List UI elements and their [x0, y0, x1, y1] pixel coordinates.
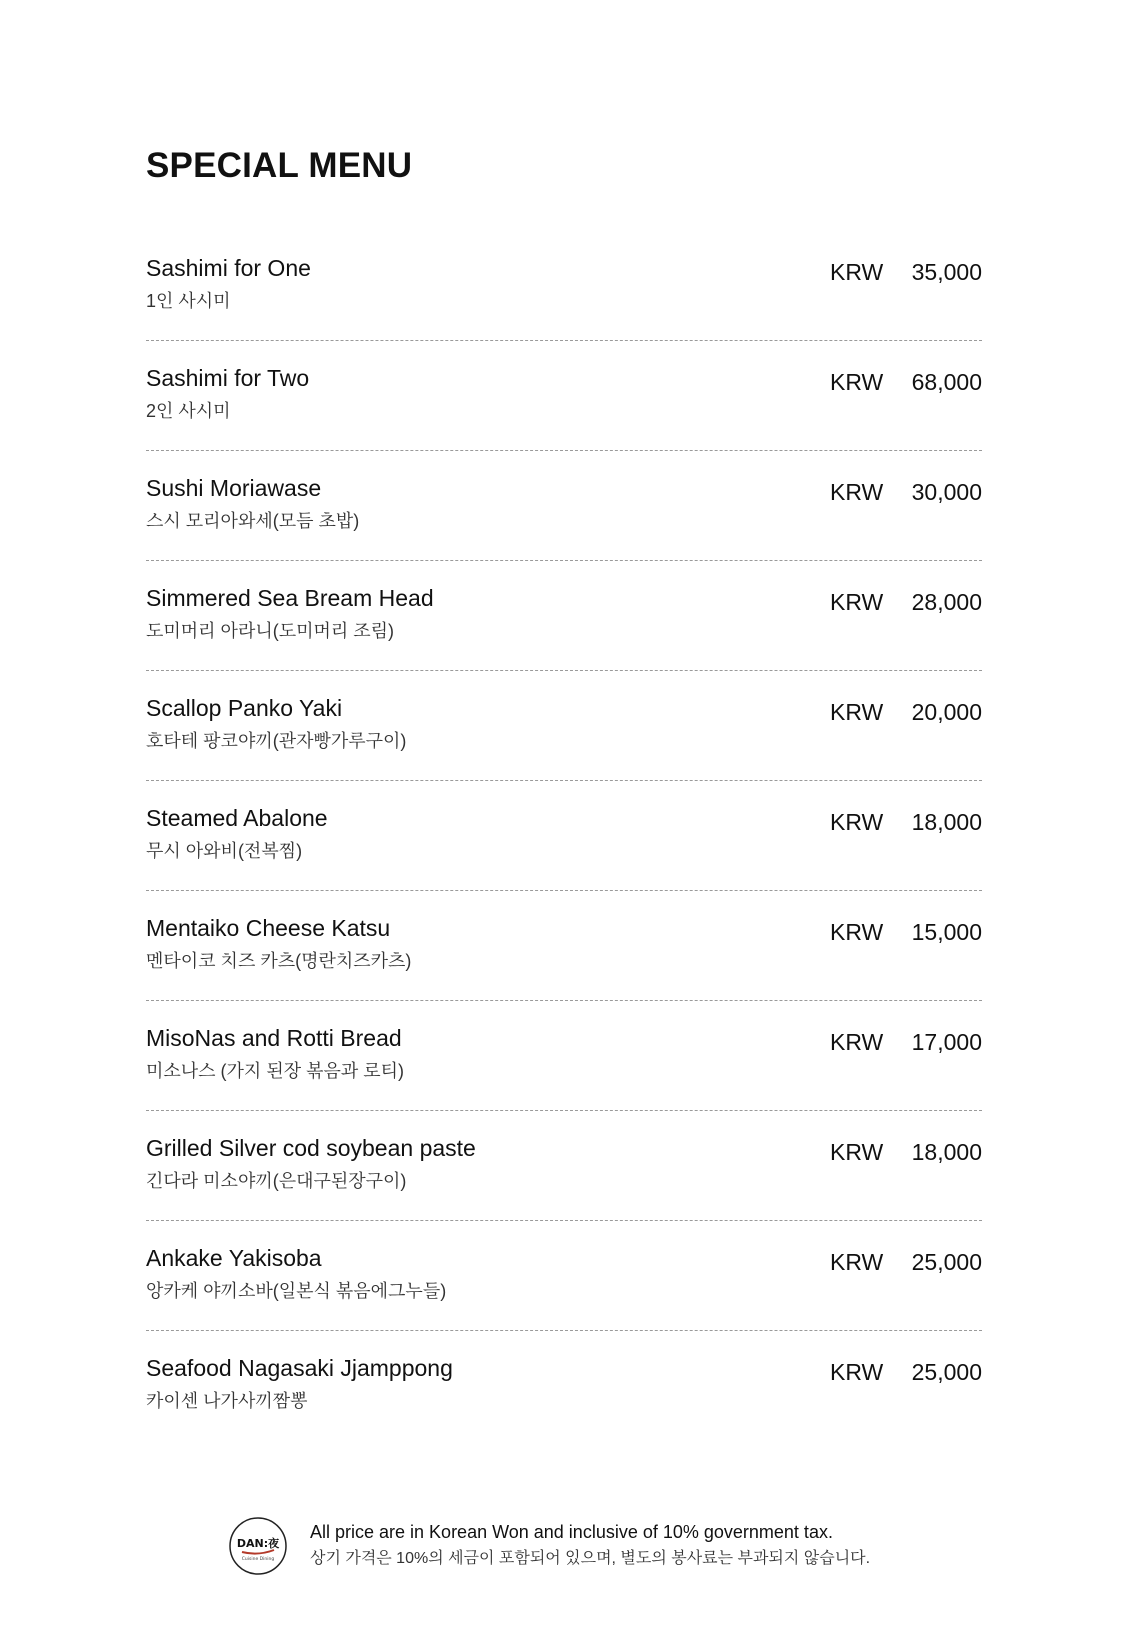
dashed-divider	[146, 1000, 982, 1001]
menu-item	[146, 1354, 982, 1464]
menu-item	[146, 474, 982, 584]
item-name: Scallop Panko Yaki	[146, 695, 343, 721]
item-korean-name: 미소나스 (가지 된장 볶음과 로티)	[146, 1061, 405, 1081]
dashed-divider	[146, 340, 982, 341]
menu-item	[146, 1134, 982, 1244]
item-price: 25,000	[911, 1359, 982, 1385]
menu-item	[146, 914, 982, 1024]
item-currency: KRW	[830, 1249, 884, 1275]
menu-item	[146, 584, 982, 694]
item-currency: KRW	[830, 699, 884, 725]
item-name: Mentaiko Cheese Katsu	[146, 915, 391, 941]
dashed-divider	[146, 890, 982, 891]
item-name: Ankake Yakisoba	[146, 1245, 322, 1271]
logo-text: DAN:夜	[236, 1537, 280, 1550]
item-currency: KRW	[830, 809, 884, 835]
item-name: Sashimi for Two	[146, 365, 310, 391]
item-currency: KRW	[830, 919, 884, 945]
item-name: Sushi Moriawase	[146, 475, 322, 501]
menu-item	[146, 254, 982, 364]
item-name: Sashimi for One	[146, 255, 311, 281]
item-currency: KRW	[830, 1359, 884, 1385]
item-currency: KRW	[830, 1029, 884, 1055]
item-price: 18,000	[911, 1139, 982, 1165]
item-currency: KRW	[830, 1139, 884, 1165]
item-korean-name: 도미머리 아라니(도미머리 조림)	[146, 621, 395, 641]
item-name: Grilled Silver cod soybean paste	[146, 1135, 476, 1161]
item-korean-name: 스시 모리아와세(모듬 초밥)	[146, 511, 360, 531]
item-name: Seafood Nagasaki Jjamppong	[146, 1355, 453, 1381]
item-price: 15,000	[911, 919, 982, 945]
logo-subtext: Cuisine Dining	[241, 1557, 275, 1562]
dashed-divider	[146, 1110, 982, 1111]
item-name: Steamed Abalone	[146, 805, 328, 831]
item-korean-name: 1인 사시미	[146, 291, 231, 311]
dashed-divider	[146, 1330, 982, 1331]
menu-item	[146, 1244, 982, 1354]
footer-note-english: All price are in Korean Won and inclusive of 10% government tax.	[310, 1522, 833, 1542]
menu-item	[146, 364, 982, 474]
item-currency: KRW	[830, 369, 884, 395]
item-price: 35,000	[911, 259, 982, 285]
dashed-divider	[146, 560, 982, 561]
item-price: 17,000	[911, 1029, 982, 1055]
item-price: 28,000	[911, 589, 982, 615]
item-korean-name: 멘타이코 치즈 카츠(명란치즈카츠)	[146, 951, 412, 971]
item-name: MisoNas and Rotti Bread	[146, 1025, 402, 1051]
menu-item	[146, 694, 982, 804]
item-price: 30,000	[911, 479, 982, 505]
restaurant-logo	[228, 1516, 288, 1576]
item-korean-name: 2인 사시미	[146, 401, 231, 421]
dashed-divider	[146, 450, 982, 451]
item-name: Simmered Sea Bream Head	[146, 585, 434, 611]
item-price: 18,000	[911, 809, 982, 835]
item-price: 20,000	[911, 699, 982, 725]
footer-note	[310, 1520, 870, 1569]
item-price: 25,000	[911, 1249, 982, 1275]
dashed-divider	[146, 1220, 982, 1221]
item-korean-name: 무시 아와비(전복찜)	[146, 841, 303, 861]
item-currency: KRW	[830, 259, 884, 285]
item-currency: KRW	[830, 479, 884, 505]
logo-icon	[228, 1516, 288, 1576]
item-korean-name: 앙카케 야끼소바(일본식 볶음에그누들)	[146, 1281, 447, 1301]
dashed-divider	[146, 780, 982, 781]
item-currency: KRW	[830, 589, 884, 615]
menu-list	[146, 254, 982, 1464]
footer-note-korean: 상기 가격은 10%의 세금이 포함되어 있으며, 별도의 봉사료는 부과되지 않습니다.	[310, 1550, 871, 1567]
page-title: SPECIAL MENU	[146, 146, 413, 185]
item-korean-name: 긴다라 미소야끼(은대구된장구이)	[146, 1171, 407, 1191]
dashed-divider	[146, 670, 982, 671]
item-korean-name: 카이센 나가사끼짬뽕	[146, 1391, 308, 1411]
item-korean-name: 호타테 팡코야끼(관자빵가루구이)	[146, 731, 407, 751]
menu-item	[146, 804, 982, 914]
menu-item	[146, 1024, 982, 1134]
item-price: 68,000	[911, 369, 982, 395]
